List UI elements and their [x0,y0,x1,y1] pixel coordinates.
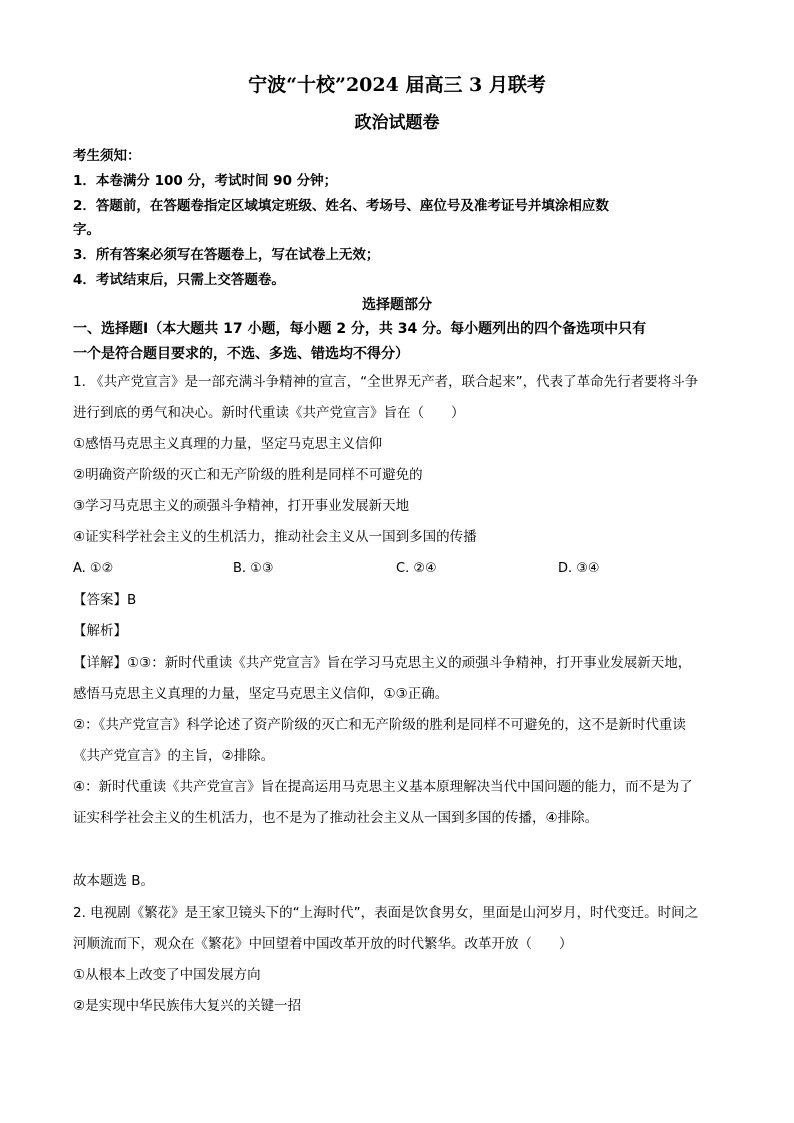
notice-item-2-line-2: 字。 [73,222,100,238]
question-1-statement-3: ③学习马克思主义的顽强斗争精神，打开事业发展新天地 [73,498,410,514]
question-1-detail-line-2: 感悟马克思主义真理的力量，坚定马克思主义信仰，①③正确。 [73,686,449,702]
question-1-statement-2: ②明确资产阶级的灭亡和无产阶级的胜利是同样不可避免的 [73,467,423,483]
exam-subtitle: 政治试题卷 [354,113,440,133]
question-1-option-c: C. ②④ [396,561,437,576]
question-2-stem-line-1: 2. 电视剧《繁花》是王家卫镜头下的“上海时代”，表面是饮食男女，里面是山河岁月，时代变迁。时间之 [73,905,699,921]
question-1-option-a: A. ①② [73,561,114,576]
notice-item-1: 1．本卷满分 100 分，考试时间 90 分钟； [73,173,338,189]
question-1-conclusion: 故本题选 B。 [73,873,155,889]
question-1-detail-line-5: ④：新时代重读《共产党宣言》旨在提高运用马克思主义基本原理解决当代中国问题的能力，而不是为了 [73,779,693,795]
section-instruction-line-2: 一个是符合题目要求的，不选、多选、错选均不得分） [73,346,409,362]
question-1-detail-line-1: 【详解】①③：新时代重读《共产党宣言》旨在学习马克思主义的顽强斗争精神，打开事业发展新天地， [73,655,692,671]
question-1-option-b: B. ①③ [233,561,274,576]
exam-title: 宁波“十校”2024 届高三 3 月联考 [248,74,546,96]
question-1-analysis-label: 【解析】 [73,623,127,639]
question-1-statement-4: ④证实科学社会主义的生机活力，推动社会主义从一国到多国的传播 [73,529,477,545]
question-1-option-d: D. ③④ [558,561,600,576]
notice-item-2-line-1: 2．答题前，在答题卷指定区域填定班级、姓名、考场号、座位号及准考证号并填涂相应数 [73,198,609,214]
section-instruction-line-1: 一、选择题Ⅰ（本大题共 17 小题，每小题 2 分，共 34 分。每小题列出的四个备选项中只有 [73,321,647,337]
question-1-detail-line-3: ②：《共产党宣言》科学论述了资产阶级的灭亡和无产阶级的胜利是同样不可避免的，这不是新时代重读 [73,717,686,733]
notice-heading: 考生须知： [73,148,141,164]
question-2-statement-2: ②是实现中华民族伟大复兴的关键一招 [73,998,302,1014]
question-1-stem-line-2: 进行到底的勇气和决心。新时代重读《共产党宣言》旨在（ ） [73,405,465,421]
question-1-detail-line-4: 《共产党宣言》的主旨，②排除。 [73,748,275,764]
question-1-stem-line-1: 1. 《共产党宣言》是一部充满斗争精神的宣言，“全世界无产者，联合起来”，代表了革命先行者要将斗争 [73,374,699,390]
question-1-statement-1: ①感悟马克思主义真理的力量，坚定马克思主义信仰 [73,436,383,452]
question-2-statement-1: ①从根本上改变了中国发展方向 [73,967,261,983]
question-1-answer: 【答案】B [73,592,137,608]
question-1-detail-line-6: 证实科学社会主义的生机活力，也不是为了推动社会主义从一国到多国的传播，④排除。 [73,810,599,826]
section-title: 选择题部分 [362,297,432,313]
question-2-stem-line-2: 河顺流而下，观众在《繁花》中回望着中国改革开放的时代繁华。改革开放（ ） [73,936,573,952]
notice-item-3: 3．所有答案必须写在答题卷上，写在试卷上无效； [73,247,380,263]
notice-item-4: 4．考试结束后，只需上交答题卷。 [73,272,285,288]
